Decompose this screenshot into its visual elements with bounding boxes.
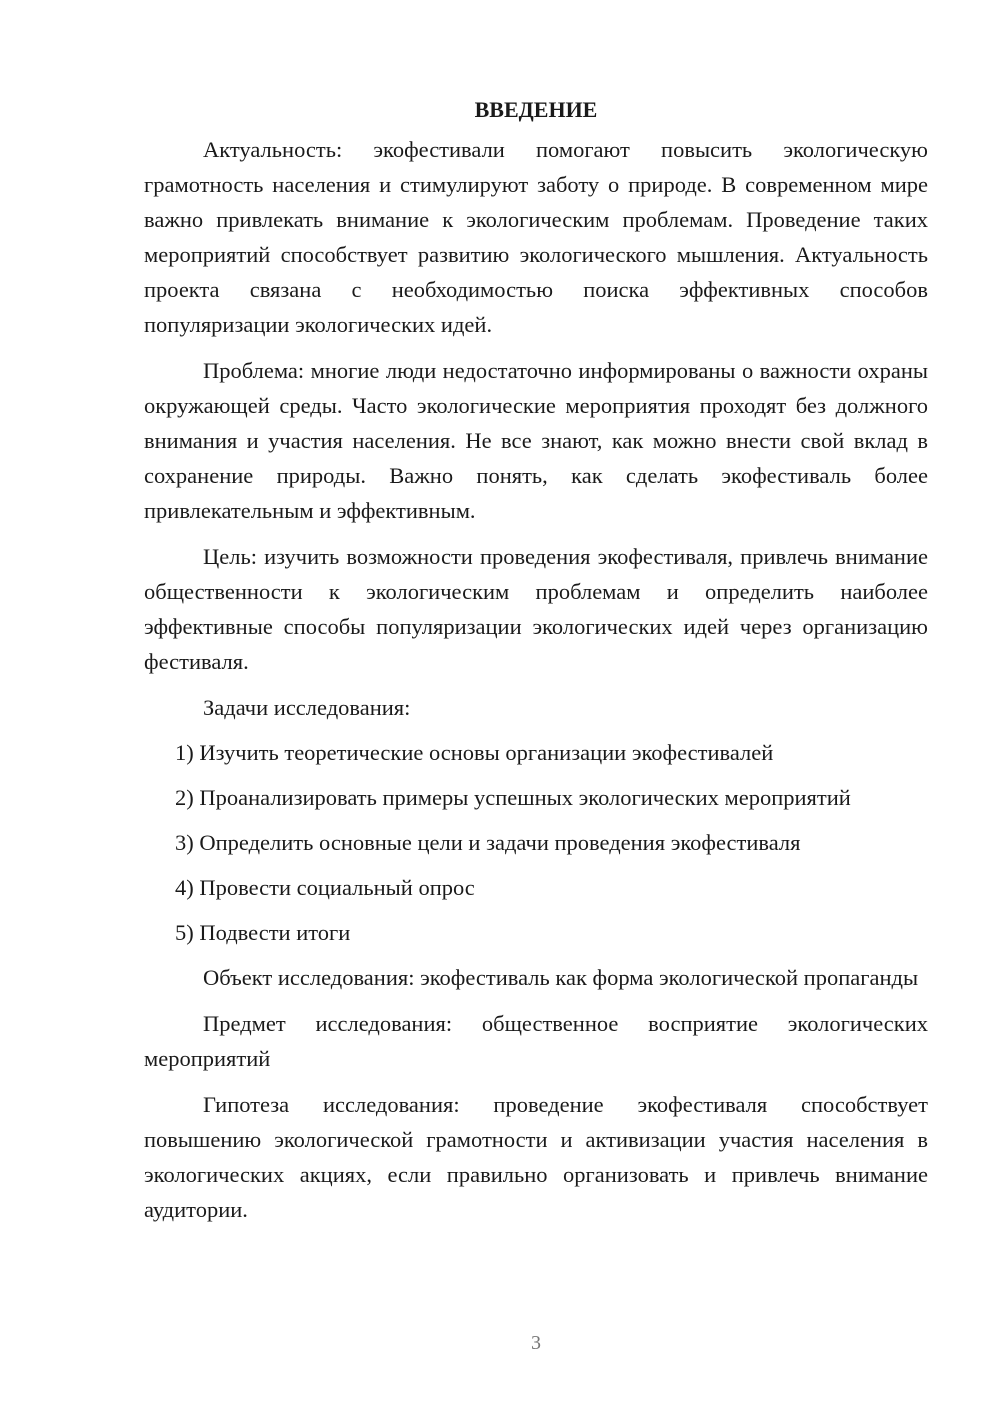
- goal-paragraph: Цель: изучить возможности проведения экофестиваля, привлечь внимание общественности к экологическим проблемам и определить наиболее эффективные способы популяризации экологических идей через организацию фестиваля.: [144, 544, 928, 674]
- page-number: 3: [531, 1332, 541, 1354]
- task-item: 2) Проанализировать примеры успешных экологических мероприятий: [175, 785, 851, 810]
- task-item: 4) Провести социальный опрос: [175, 875, 475, 900]
- tasks-heading: Задачи исследования:: [203, 695, 411, 720]
- subject-paragraph: Предмет исследования: общественное восприятие экологических мероприятий: [144, 1011, 928, 1071]
- task-item: 1) Изучить теоретические основы организации экофестивалей: [175, 740, 774, 765]
- object-paragraph: Объект исследования: экофестиваль как форма экологической пропаганды: [203, 965, 919, 990]
- task-item: 3) Определить основные цели и задачи проведения экофестиваля: [175, 830, 801, 855]
- tasks-list: [144, 735, 928, 950]
- relevance-paragraph: Актуальность: экофестивали помогают повысить экологическую грамотность населения и стимулируют заботу о природе. В современном мире важно привлекать внимание к экологическим проблемам. Проведение таких мероприятий способствует развитию экологического мышления. Актуальность проекта связана с необходимостью поиска эффективных способов популяризации экологических идей.: [144, 137, 928, 337]
- task-item: 5) Подвести итоги: [175, 920, 351, 945]
- hypothesis-paragraph: Гипотеза исследования: проведение экофестиваля способствует повышению экологической грамотности и активизации участия населения в экологических акциях, если правильно организовать и привлечь внимание аудитории.: [144, 1092, 928, 1222]
- document-page: [144, 92, 928, 1238]
- section-title: ВВЕДЕНИЕ: [474, 97, 598, 122]
- problem-paragraph: Проблема: многие люди недостаточно информированы о важности охраны окружающей среды. Часто экологические мероприятия проходят без должного внимания и участия населения. Не все знают, как можно внести свой вклад в сохранение природы. Важно понять, как сделать экофестиваль более привлекательным и эффективным.: [144, 358, 928, 523]
